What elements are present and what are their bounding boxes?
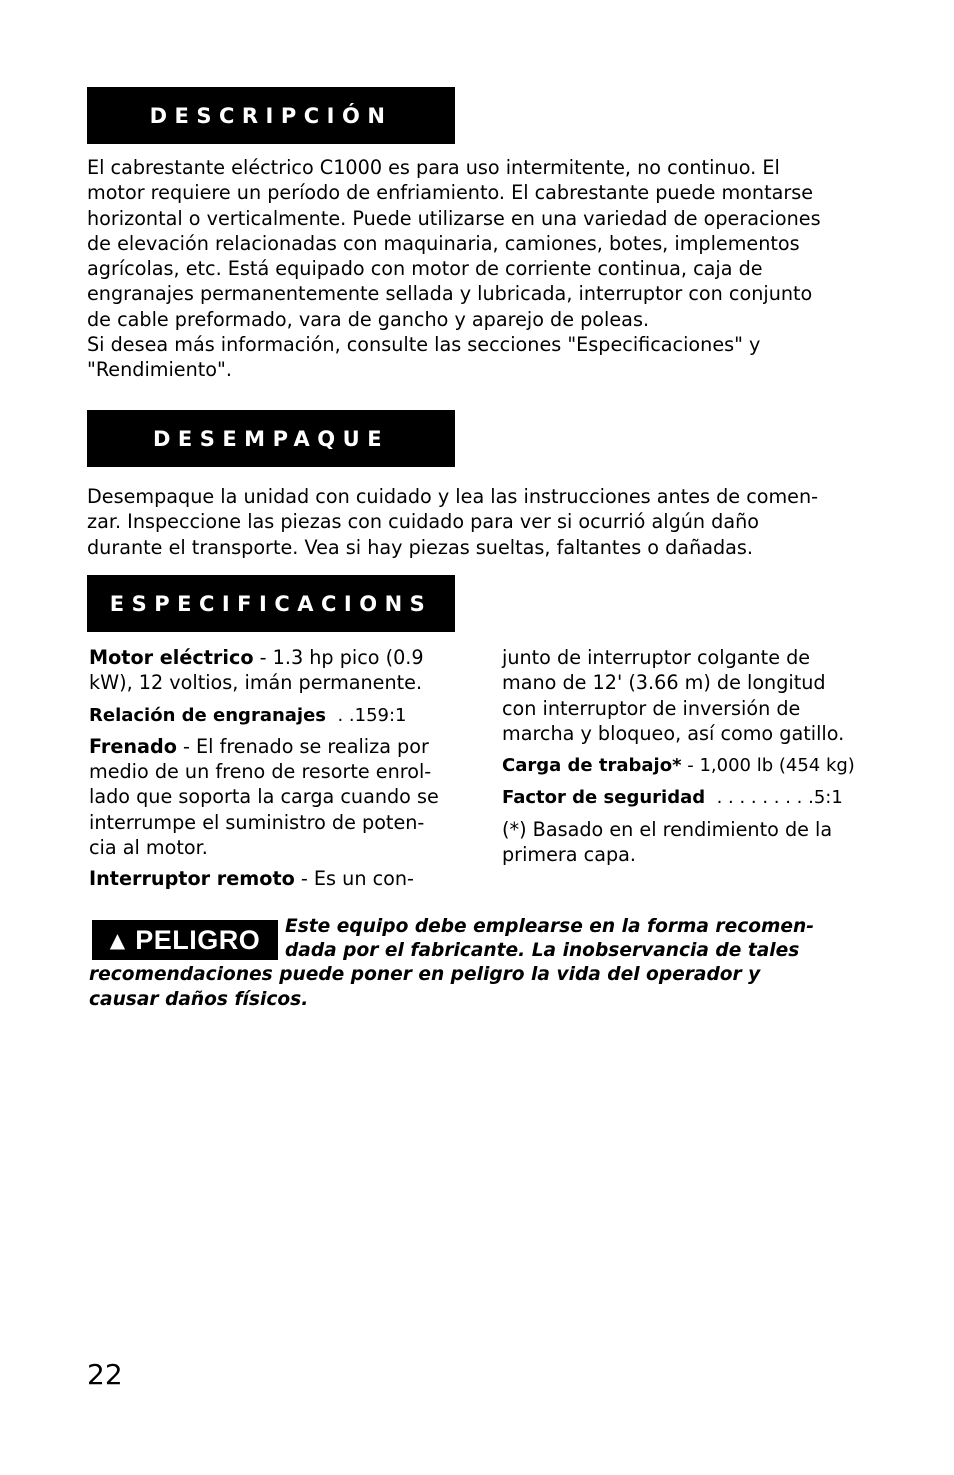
- warning-triangle-icon: ▲: [109, 928, 126, 952]
- text-line: Si desea más información, consulte las secciones "Especificaciones" y: [87, 333, 761, 357]
- text-line: engranajes permanentemente sellada y lubricada, interruptor con conjunto: [87, 282, 813, 306]
- spec-value: - El frenado se realiza por: [176, 734, 429, 758]
- text-line: motor requiere un período de enfriamiento. El cabrestante puede montarse: [87, 181, 814, 205]
- text-line: de elevación relacionadas con maquinaria, camiones, botes, implementos: [87, 231, 800, 255]
- peligro-badge: [92, 920, 278, 960]
- warning-line: recomendaciones puede poner en peligro la vida del operador y: [89, 964, 761, 986]
- section-header-especificaciones: ESPECIFICACIONS: [87, 575, 455, 632]
- spec-label: Motor eléctrico: [89, 646, 254, 669]
- specs-column-right: [502, 645, 882, 873]
- section-header-desempaque: DESEMPAQUE: [87, 410, 455, 467]
- spec-label: Factor de seguridad: [502, 787, 706, 809]
- spec-value: interrumpe el suministro de poten-: [89, 810, 425, 834]
- text-line: Desempaque la unidad con cuidado y lea las instrucciones antes de comen-: [87, 485, 819, 508]
- spec-note-line: primera capa.: [502, 843, 636, 867]
- spec-value: kW), 12 voltios, imán permanente.: [89, 671, 423, 695]
- spec-value: con interruptor de inversión de: [502, 696, 801, 720]
- spec-value: - 1.3 hp pico (0.9: [253, 646, 424, 669]
- spec-carga: [502, 752, 882, 778]
- text-line: El cabrestante eléctrico C1000 es para uso intermitente, no continuo. El: [87, 156, 780, 179]
- spec-value: - 1,000 lb (454 kg): [681, 755, 855, 777]
- warning-line: Este equipo debe emplearse en la forma recomen-: [285, 916, 814, 937]
- desempaque-body: [87, 484, 877, 560]
- peligro-label: PELIGRO: [135, 924, 261, 955]
- spec-value: . .159:1: [326, 704, 407, 726]
- spec-value: cia al motor.: [89, 836, 208, 860]
- spec-nota: [502, 817, 882, 868]
- spec-value: lado que soporta la carga cuando se: [89, 785, 439, 809]
- text-line: agrícolas, etc. Está equipado con motor de corriente continua, caja de: [87, 257, 763, 281]
- spec-label: Frenado: [89, 734, 177, 758]
- spec-note-line: (*) Basado en el rendimiento de la: [502, 817, 833, 841]
- spec-motor: [89, 645, 474, 696]
- spec-label: Interruptor remoto: [89, 867, 295, 891]
- spec-label: Carga de trabajo*: [502, 755, 682, 777]
- section-header-descripcion: DESCRIPCIÓN: [87, 87, 455, 144]
- text-line: de cable preformado, vara de gancho y aparejo de poleas.: [87, 307, 650, 331]
- spec-value: . . . . . . . . .5:1: [705, 787, 843, 809]
- spec-factor: [502, 784, 882, 810]
- warning-line: dada por el fabricante. La inobservancia de tales: [285, 940, 800, 962]
- spec-value: mano de 12' (3.66 m) de longitud: [502, 671, 826, 695]
- descripcion-body: [87, 155, 877, 383]
- text-line: zar. Inspeccione las piezas con cuidado para ver si ocurrió algún daño: [87, 510, 760, 534]
- spec-value: marcha y bloqueo, así como gatillo.: [502, 721, 845, 745]
- spec-relacion: [89, 702, 474, 728]
- text-line: "Rendimiento".: [87, 358, 232, 382]
- spec-interruptor: [89, 866, 474, 891]
- danger-warning: [89, 915, 869, 1012]
- specs-column-left: [89, 645, 474, 898]
- spec-value: junto de interruptor colgante de: [502, 646, 811, 669]
- text-line: durante el transporte. Vea si hay piezas sueltas, faltantes o dañadas.: [87, 535, 754, 559]
- spec-value: - Es un con-: [294, 867, 414, 891]
- spec-interruptor-cont: [502, 645, 882, 746]
- spec-frenado: [89, 734, 474, 860]
- spec-label: Relación de engranajes: [89, 704, 327, 726]
- spec-value: medio de un freno de resorte enrol-: [89, 760, 432, 784]
- page-number: 22: [87, 1358, 123, 1391]
- warning-line: causar daños físicos.: [89, 988, 309, 1010]
- text-line: horizontal o verticalmente. Puede utilizarse en una variedad de operaciones: [87, 206, 821, 230]
